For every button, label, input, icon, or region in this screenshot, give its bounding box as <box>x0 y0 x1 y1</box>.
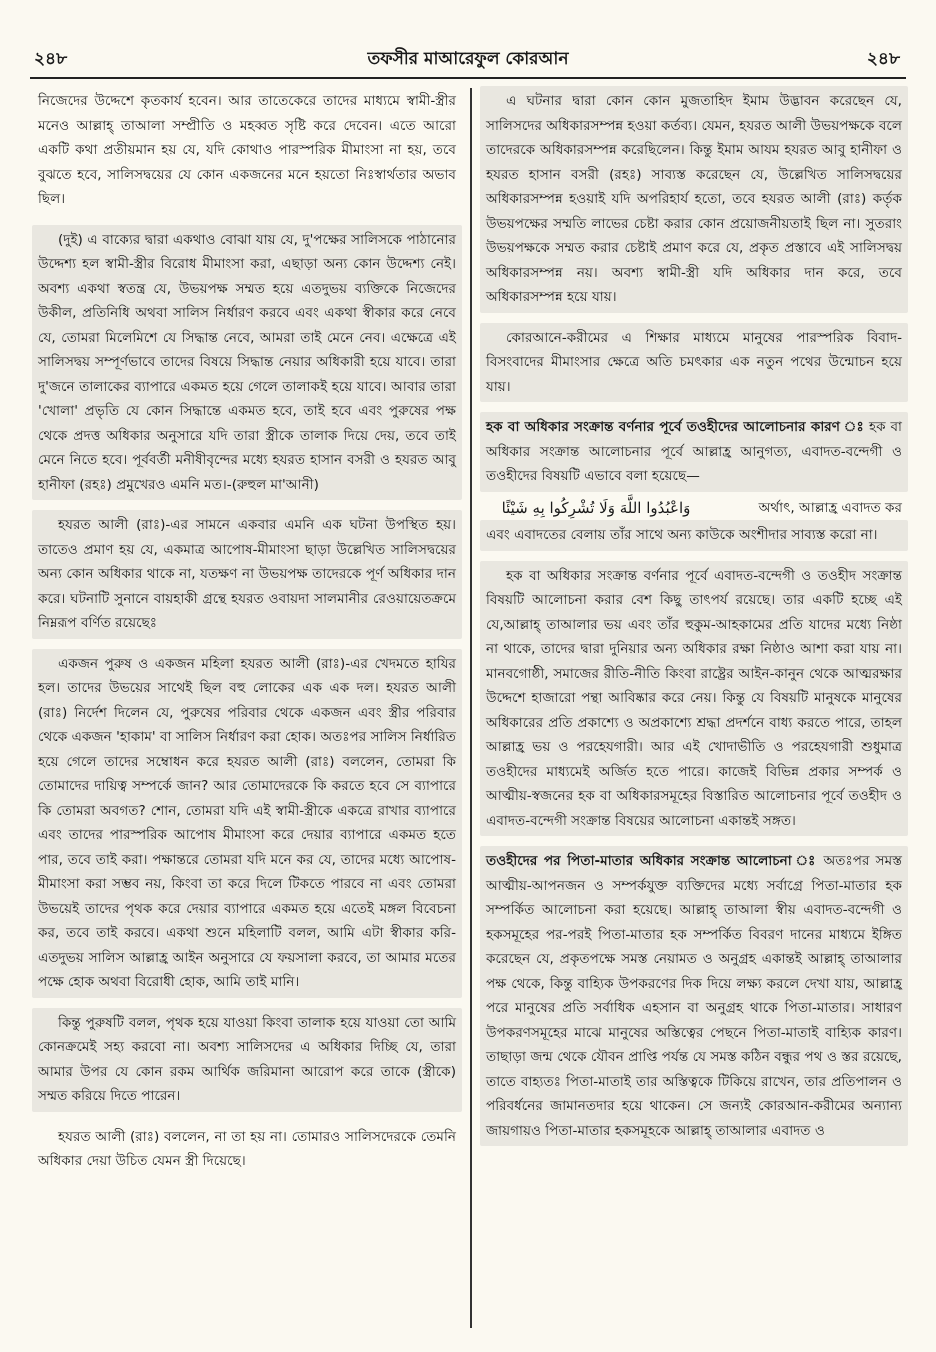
verse-line <box>480 496 908 521</box>
section-text: অতঃপর সমস্ত আত্মীয়-আপনজন ও সম্পর্কযুক্ত ব্যক্তিদের মধ্যে সর্বাগ্রে পিতা-মাতার হক সম্পর্কিত আলোচনা করা হয়েছে। আল্লাহ্ তাআলা স্বীয় এবাদত-বন্দেগী ও হকসমূহের পর-পরই পিতা-মাতার হক সম্পর্কিত বিবরণ দানের মাধ্যমে ইঙ্গিত করেছেন যে, প্রকৃতপক্ষে সমস্ত নেয়ামত ও অনুগ্রহ একান্তই আল্লাহ্ তাআলার পক্ষ থেকে, কিন্তু বাহ্যিক উপকরণের দিক দিয়ে লক্ষ্য করলে দেখা যায়, আল্লাহ্র পরে মানুষের প্রতি সর্বাধিক এহসান বা অনুগ্রহ থাকে পিতা-মাতার। সাধারণ উপকরণসমূহের মাঝে মানুষের অস্তিত্বের পেছনে পিতা-মাতাই বাহ্যিক কারণ। তাছাড়া জন্ম থেকে যৌবন প্রাপ্তি পর্যন্ত যে সমস্ত কঠিন বন্ধুর পথ ও স্তর রয়েছে, তাতে বাহ্যতঃ পিতা-মাতাই তার অস্তিত্বকে টিকিয়ে রাখেন, তার প্রতিপালন ও পরিবর্ধনের জামানতদার হয়ে থাকেন। সে জন্যই কোরআন-করীমের অন্যান্য জায়গায়ও পিতা-মাতার হকসমূহকে আল্লাহ্ তাআলার এবাদত ও <box>486 853 902 1139</box>
paragraph: একজন পুরুষ ও একজন মহিলা হযরত আলী (রাঃ)-এর খেদমতে হাযির হল। তাদের উভয়ের সাথেই ছিল বহু লোকের এক এক দল। হযরত আলী (রাঃ) নির্দেশ দিলেন যে, পুরুষের পরিবার থেকে একজন এবং স্ত্রীর পরিবার থেকে একজন 'হাকাম' বা সালিস নির্ধারণ করা হোক। অতঃপর সালিস নির্ধারিত হয়ে গেলে তাদের সম্বোধন করে হযরত আলী (রাঃ) বললেন, তোমরা কি তোমাদের দায়িত্ব সম্পর্কে জান? আর তোমাদেরকে কি করতে হবে সে ব্যাপারে কি তোমরা অবগত? শোন, তোমরা যদি এই স্বামী-স্ত্রীকে একত্রে রাখার ব্যাপারে এবং তাদের পারস্পরিক আপোষ মীমাংসা করে দেয়ার ব্যাপারে একমত হতে পার, তবে তাই করা। পক্ষান্তরে তোমরা যদি মনে কর যে, তাদের মধ্যে আপোষ-মীমাংসা করা সম্ভব নয়, কিংবা তা করে দিলে টিকতে পারবে না এবং তোমরা উভয়েই তাদের পৃথক করে দেয়ার ব্যাপারে একমত হয়ে এতেই মঙ্গল বিবেচনা কর, তবে তাই করবে। একথা শুনে মহিলাটি বলল, আমি এটা স্বীকার করি- এতদুভয় সালিস আল্লাহ্র আইন অনুসারে যে ফয়সালা করবে, তা আমার মতের পক্ষে হোক অথবা বিরোধী হোক, আমি তাই মানি। <box>32 649 462 998</box>
paragraph: এবং এবাদতের বেলায় তাঁর সাথে অন্য কাউকে অংশীদার সাব্যস্ত করো না। <box>480 520 908 551</box>
paragraph: হযরত আলী (রাঃ)-এর সামনে একবার এমনি এক ঘটনা উপস্থিত হয়। তাতেও প্রমাণ হয় যে, একমাত্র আপোষ-মীমাংসা ছাড়া উল্লেখিত সালিসদ্বয়ের অন্য কোন অধিকার থাকে না, যতক্ষণ না উভয়পক্ষ তাদেরকে পূর্ণ অধিকার দান করে। ঘটনাটি সুনানে বায়হাকী গ্রন্থে হযরত ওবায়দা সালমানীর রেওয়ায়েতক্রমে নিম্নরূপ বর্ণিত রয়েছেঃ <box>32 510 462 639</box>
header-rule <box>30 77 906 79</box>
section-heading: তওহীদের পর পিতা-মাতার অধিকার সংক্রান্ত আলোচনা ঃ <box>486 853 818 869</box>
left-column <box>32 86 462 1187</box>
arabic-verse: وَاعْبُدُوا اللَّهَ وَلَا تُشْرِكُوا بِهِ شَيْئًا <box>501 498 691 517</box>
column-divider <box>470 88 472 1328</box>
section-text: হক বা অধিকার সংক্রান্ত আলোচনার পূর্বে আল্লাহ্র আনুগত্য, এবাদত-বন্দেগী ও তওহীদের বিষয়টি এভাবে বলা হয়েছে— <box>486 419 903 484</box>
paragraph: কোরআনে-করীমের এ শিক্ষার মাধ্যমে মানুষের পারস্পরিক বিবাদ-বিসংবাদের মীমাংসার ক্ষেত্রে অতি চমৎকার এক নতুন পথের উন্মোচন হয়ে যায়। <box>480 323 908 403</box>
right-column <box>480 86 908 1156</box>
paragraph: নিজেদের উদ্দেশে কৃতকার্য হবেন। আর তাতেকেরে তাদের মাধ্যমে স্বামী-স্ত্রীর মনেও আল্লাহ্ তাআলা সম্প্রীতি ও মহব্বত সৃষ্টি করে দেবেন। এতে আরো একটি কথা প্রতীয়মান হয় যে, যদি কোথাও পারস্পরিক মীমাংসা না হয়, তবে বুঝতে হবে, সালিসদ্বয়ের যে কোন একজনের মনে হয়তো নিঃস্বার্থতার অভাব ছিল। <box>38 93 456 207</box>
verse-translation: অর্থাৎ, আল্লাহ্র এবাদত কর <box>758 499 902 516</box>
paragraph: এ ঘটনার দ্বারা কোন কোন মুজতাহিদ ইমাম উদ্ভাবন করেছেন যে, সালিসদের অধিকারসম্পন্ন হওয়া কর্তব্য। যেমন, হযরত আলী উভয়পক্ষকে বলে তাদেরকে অধিকারসম্পন্ন করেছিলেন। কিন্তু ইমাম আযম হযরত আবু হানীফা ও হযরত হাসান বসরী (রহঃ) সাব্যস্ত করেছেন যে, উল্লেখিত সালিসদ্বয়ের অধিকারসম্পন্ন হওয়াই যদি অপরিহার্য হতো, তবে হযরত আলী (রাঃ) কর্তৃক উভয়পক্ষের সম্মতি লাভের চেষ্টা করার কোন প্রয়োজনীয়তাই ছিল না। সুতরাং উভয়পক্ষকে সম্মত করার চেষ্টাই প্রমাণ করে যে, প্রকৃত প্রস্তাবে এই সালিসদ্বয় অধিকারসম্পন্ন নয়। অবশ্য স্বামী-স্ত্রী যদি অধিকার দান করে, তবে অধিকারসম্পন্ন হয়ে যায়। <box>480 86 908 313</box>
paragraph: হক বা অধিকার সংক্রান্ত বর্ণনার পূর্বে এবাদত-বন্দেগী ও তওহীদ সংক্রান্ত বিষয়টি আলোচনা করার বেশ কিছু তাৎপর্য রয়েছে। তার একটি হচ্ছে এই যে,আল্লাহ্ তাআলার ভয় এবং তাঁর হুকুম-আহকামের প্রতি যাদের মধ্যে নিষ্ঠা না থাকে, তাদের দ্বারা দুনিয়ার অন্য অধিকার রক্ষা নিষ্ঠাও আশা করা যায় না। মানবগোষ্ঠী, সমাজের রীতি-নীতি কিংবা রাষ্ট্রের আইন-কানুন থেকে আত্মরক্ষার উদ্দেশে হাজারো পন্থা আবিষ্কার করে নেয়। কিন্তু যে বিষয়টি মানুষকে মানুষের অধিকারের প্রতি প্রকাশ্যে ও অপ্রকাশ্যে শ্রদ্ধা প্রদর্শনে বাধ্য করতে পারে, তাহল আল্লাহ্র ভয় ও পরহেযগারী। আর এই খোদাভীতি ও পরহেযগারী শুধুমাত্র তওহীদের মাধ্যমেই অর্জিত হতে পারে। কাজেই বিভিন্ন প্রকার সম্পর্ক ও আত্মীয়-স্বজনের হক বা অধিকারসমূহের বিস্তারিত আলোচনার পূর্বে তওহীদ ও এবাদত-বন্দেগী সংক্রান্ত বিষয়ের আলোচনা একান্তই সঙ্গত। <box>480 561 908 837</box>
page-number-right: ২৪৮ <box>866 49 900 69</box>
section-block <box>480 412 908 492</box>
section-block <box>480 846 908 1146</box>
paragraph: কিন্তু পুরুষটি বলল, পৃথক হয়ে যাওয়া কিংবা তালাক হয়ে যাওয়া তো আমি কোনক্রমেই সহ্য করবো না। অবশ্য সালিসদের এ অধিকার দিচ্ছি যে, তারা আমার উপর যে কোন রকম আর্থিক জরিমানা আরোপ করে তাকে (স্ত্রীকে) সম্মত করিয়ে দিতে পারেন। <box>32 1008 462 1112</box>
section-heading: হক বা অধিকার সংক্রান্ত বর্ণনার পূর্বে তওহীদের আলোচনার কারণ ঃ <box>486 419 865 435</box>
page-header <box>0 0 936 82</box>
running-title: তফসীর মাআরেফুল কোরআন <box>367 49 569 69</box>
paragraph: হযরত আলী (রাঃ) বললেন, না তা হয় না। তোমারও সালিসদেরকে তেমনি অধিকার দেয়া উচিত যেমন স্ত্রী দিয়েছে। <box>38 1128 456 1169</box>
page-number-left: ২৪৮ <box>34 49 68 69</box>
paragraph: (দুই) এ বাক্যের দ্বারা একথাও বোঝা যায় যে, দু'পক্ষের সালিসকে পাঠানোর উদ্দেশ্য হল স্বামী-স্ত্রীর বিরোধ মীমাংসা করা, এছাড়া অন্য কোন উদ্দেশ্য নেই। অবশ্য একথা স্বতন্ত্র যে, উভয়পক্ষ সম্মত হয়ে এতদুভয় ব্যক্তিকে নিজেদের উকীল, প্রতিনিধি অথবা সালিস নির্ধারণ করবে এবং একথা স্বীকার করে নেবে যে, তোমরা মিলেমিশে যে সিদ্ধান্ত নেবে, আমরা তাই মেনে নেব। এক্ষেত্রে এই সালিসদ্বয় সম্পূর্ণভাবে তাদের বিষয়ে সিদ্ধান্ত নেয়ার অধিকারী হয়ে যাবে। তারা দু'জনে তালাকের ব্যাপারে একমত হয়ে গেলে তালাকই হয়ে যাবে। আবার তারা 'খোলা' প্রভৃতি যে কোন সিদ্ধান্তে একমত হবে, তাই হবে এবং পুরুষের পক্ষ থেকে প্রদত্ত অধিকার অনুসারে যদি তারা স্ত্রীকে তালাক দিয়ে দেয়, তবে তাই মেনে নিতে হবে। পূর্ববর্তী মনীষীবৃন্দের মধ্যে হযরত হাসান বসরী ও হযরত আবু হানীফা (রহঃ) প্রমুখেরও এমনি মত।-(রুহুল মা'আনী) <box>32 225 462 501</box>
